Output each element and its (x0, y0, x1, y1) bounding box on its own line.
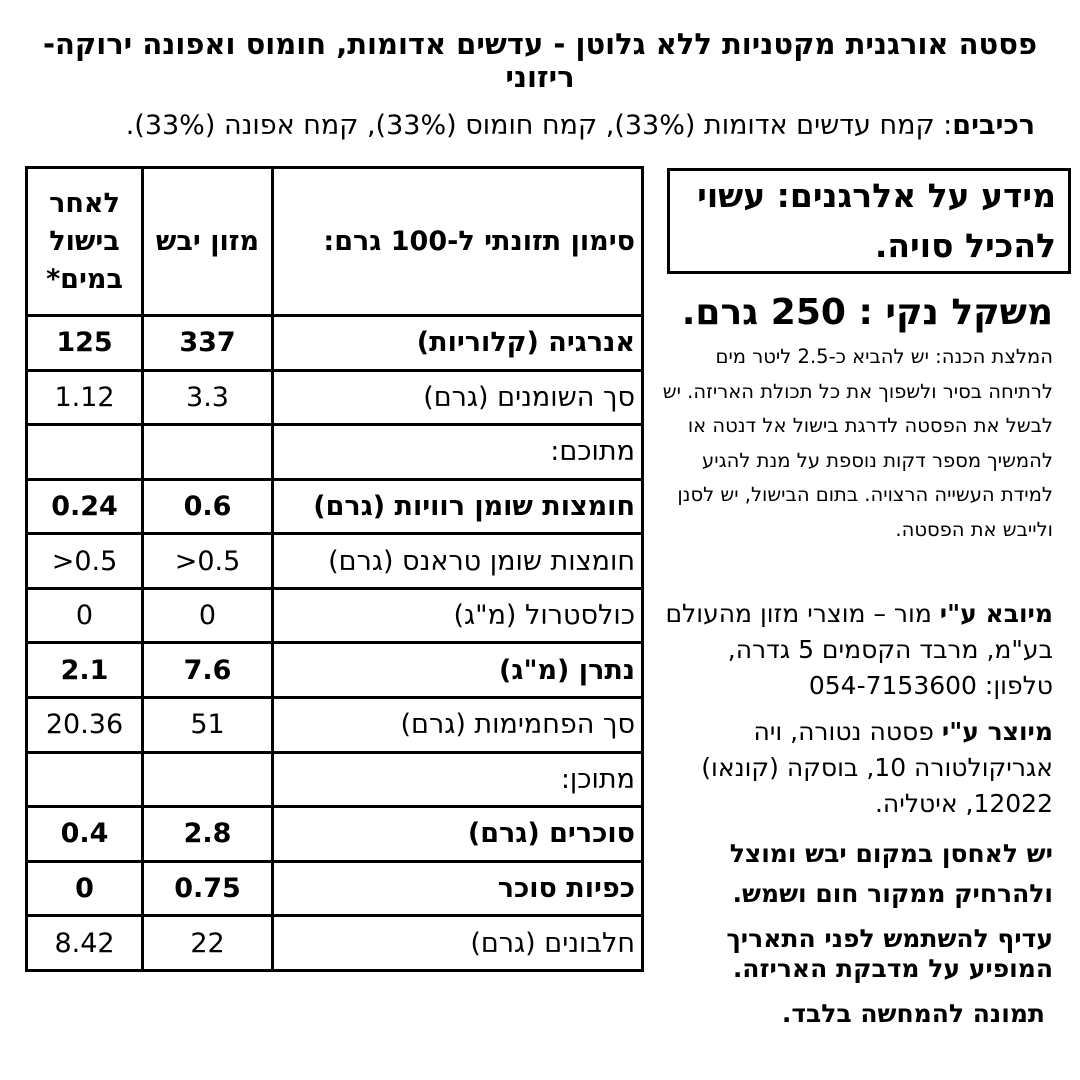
nutrition-row (27, 807, 643, 862)
manufacturer-info (653, 714, 1053, 822)
ingredients-line (20, 108, 1035, 144)
nutrition-row-dry-value: 0.6 (143, 479, 273, 534)
nutrition-row-dry-value (143, 425, 273, 480)
nutrition-row (27, 425, 643, 480)
nutrition-row-dry-value (143, 752, 273, 807)
best-before-note: עדיף להשתמש לפני התאריך המופיע על מדבקת האריזה. (726, 924, 1053, 983)
nutrition-row-label: מתוכם: (273, 425, 643, 480)
nutrition-row-label: מתוכן: (273, 752, 643, 807)
nutrition-row (27, 916, 643, 971)
nutrition-row-cooked-value: 0.4 (27, 807, 143, 862)
image-disclaimer: תמונה להמחשה בלבד. (781, 999, 1045, 1028)
nutrition-row-cooked-value: 20.36 (27, 698, 143, 753)
nutrition-header-row (27, 168, 643, 316)
ingredients-label: רכיבים (952, 110, 1035, 141)
importer-info (653, 596, 1053, 704)
nutrition-header-cooked: לאחר בישול במים* (27, 168, 143, 316)
preparation-instructions: המלצת הכנה: יש להביא כ-2.5 ליטר מים לרתיחה בסיר ולשפוך את כל תכולת האריזה. יש לבשל את הפסטה לדרגת בישול אל דנטה או להמשיך מספר דקות נוספת על מנת להגיע למידת העשייה הרצויה. בתום הבישול, יש לסנן ולייבש את הפסטה. (662, 345, 1053, 541)
product-title: פסטה אורגנית מקטניות ללא גלוטן - עדשים אדומות, חומוס ואפונה ירוקה- ריזוני (42, 27, 1038, 94)
nutrition-row-label: סך הפחמימות (גרם) (273, 698, 643, 753)
ingredients-text: : קמח עדשים אדומות (33%), קמח חומוס (33%), קמח אפונה (33%). (125, 110, 953, 141)
nutrition-row-dry-value: 22 (143, 916, 273, 971)
nutrition-row (27, 588, 643, 643)
nutrition-table (25, 166, 644, 972)
nutrition-header-description: סימון תזונתי ל-100 גרם: (273, 168, 643, 316)
manufacturer-text: פסטה נטורה, ויה אגריקולטורה 10, בוסקה (קונאו) 12022, איטליה. (701, 717, 1053, 818)
nutrition-row-label: נתרן (מ"ג) (273, 643, 643, 698)
nutrition-row-cooked-value: 2.1 (27, 643, 143, 698)
nutrition-row-dry-value: 7.6 (143, 643, 273, 698)
nutrition-row-label: חומצות שומן טראנס (גרם) (273, 534, 643, 589)
allergen-info: מידע על אלרגנים: עשוי להכיל סויה. (667, 168, 1071, 274)
manufacturer-label: מיוצר ע"י (941, 717, 1053, 746)
nutrition-row-cooked-value: 0.24 (27, 479, 143, 534)
nutrition-row-label: חלבונים (גרם) (273, 916, 643, 971)
nutrition-row-label: כפיות סוכר (273, 861, 643, 916)
nutrition-row-dry-value: 3.3 (143, 370, 273, 425)
nutrition-row-label: סוכרים (גרם) (273, 807, 643, 862)
net-weight: משקל נקי : 250 גרם. (681, 292, 1053, 333)
nutrition-table-body (27, 316, 643, 971)
nutrition-row-cooked-value: 0 (27, 861, 143, 916)
nutrition-row-dry-value: 51 (143, 698, 273, 753)
importer-text: מור – מוצרי מזון מהעולם בע"מ, מרבד הקסמים 5 גדרה, טלפון: 054-7153600 (665, 599, 1053, 700)
nutrition-row-cooked-value (27, 752, 143, 807)
nutrition-row-label: חומצות שומן רוויות (גרם) (273, 479, 643, 534)
nutrition-row-cooked-value (27, 425, 143, 480)
nutrition-row-dry-value: 0 (143, 588, 273, 643)
nutrition-row-cooked-value: >0.5 (27, 534, 143, 589)
nutrition-row-label: סך השומנים (גרם) (273, 370, 643, 425)
nutrition-row (27, 752, 643, 807)
nutrition-row-dry-value: 337 (143, 316, 273, 371)
importer-label: מיובא ע"י (939, 599, 1053, 628)
nutrition-header-dry: מזון יבש (143, 168, 273, 316)
nutrition-row (27, 698, 643, 753)
nutrition-row-cooked-value: 1.12 (27, 370, 143, 425)
nutrition-row-label: כולסטרול (מ"ג) (273, 588, 643, 643)
nutrition-row (27, 479, 643, 534)
nutrition-row-dry-value: 0.75 (143, 861, 273, 916)
nutrition-row-label: אנרגיה (קלוריות) (273, 316, 643, 371)
nutrition-row-dry-value: >0.5 (143, 534, 273, 589)
nutrition-row (27, 861, 643, 916)
nutrition-row (27, 534, 643, 589)
nutrition-row-dry-value: 2.8 (143, 807, 273, 862)
nutrition-row (27, 370, 643, 425)
nutrition-row (27, 316, 643, 371)
nutrition-row-cooked-value: 125 (27, 316, 143, 371)
nutrition-row-cooked-value: 8.42 (27, 916, 143, 971)
nutrition-row (27, 643, 643, 698)
nutrition-row-cooked-value: 0 (27, 588, 143, 643)
storage-instructions: יש לאחסן במקום יבש ומוצל ולהרחיק ממקור חום ושמש. (729, 839, 1053, 908)
